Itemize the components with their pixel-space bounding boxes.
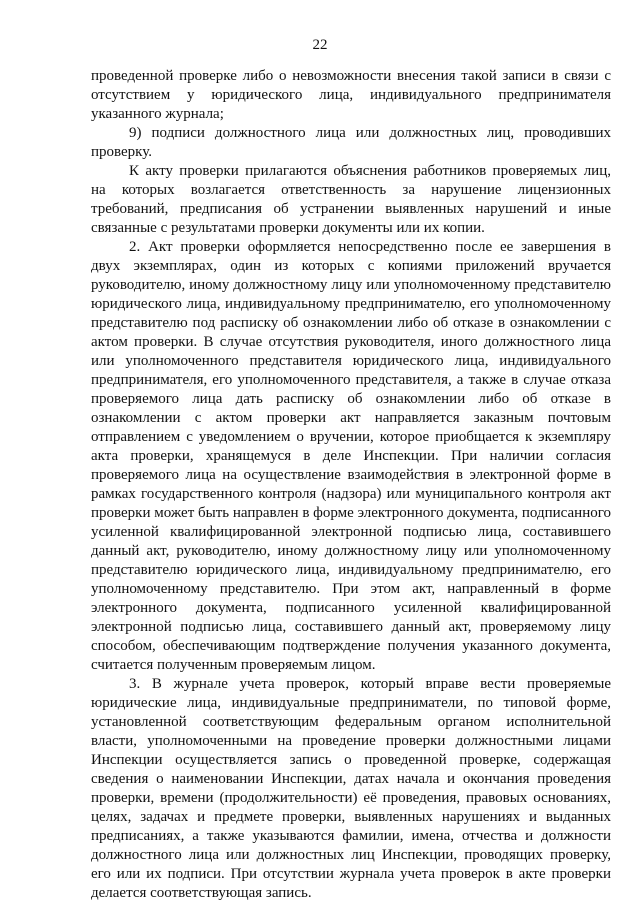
document-body (91, 67, 611, 903)
paragraph-item-2: 2. Акт проверки оформляется непосредственно после ее завершения в двух экземплярах, один из которых с копиями приложений вручается руководителю, иному должностному лицу или уполномоченному представителю юридического лица, индивидуальному предпринимателю, его уполномоченному представителю под расписку об ознакомлении либо об отказе в ознакомлении с актом проверки. В случае отсутствия руководителя, иного должностного лица или уполномоченного представителя юридического лица, индивидуального предпринимателя, его уполномоченного представителя, а также в случае отказа проверяемого лица дать расписку об ознакомлении либо об отказе в ознакомлении с актом проверки акт направляется заказным почтовым отправлением с уведомлением о вручении, которое приобщается к экземпляру акта проверки, хранящемуся в деле Инспекции. При наличии согласия проверяемого лица на осуществление взаимодействия в электронной форме в рамках государственного контроля (надзора) или муниципального контроля акт проверки может быть направлен в форме электронного документа, подписанного усиленной квалифицированной электронной подписью лица, составившего данный акт, руководителю, иному должностному лицу или уполномоченному представителю юридического лица, индивидуальному предпринимателю, его уполномоченному представителю. При этом акт, направленный в форме электронного документа, подписанного усиленной квалифицированной электронной подписью лица, составившего данный акт, проверяемому лицу способом, обеспечивающим подтверждение получения указанного документа, считается полученным проверяемым лицом. (91, 239, 611, 673)
page-number: 22 (312, 37, 328, 53)
paragraph-item-9: 9) подписи должностного лица или должностных лиц, проводивших проверку. (91, 125, 611, 160)
paragraph-attachments: К акту проверки прилагаются объяснения работников проверяемых лиц, на которых возлагается ответственность за нарушение лицензионных требований, предписания об устранении выявленных нарушений и иные связанные с результатами проверки документы или их копии. (91, 163, 611, 236)
paragraph-continuation: проведенной проверке либо о невозможности внесения такой записи в связи с отсутствием у юридического лица, индивидуального предпринимателя указанного журнала; (91, 68, 611, 122)
paragraph-item-3: 3. В журнале учета проверок, который вправе вести проверяемые юридические лица, индивидуальные предприниматели, по типовой форме, установленной соответствующим федеральным органом исполнительной власти, уполномоченными на проведение проверки должностными лицами Инспекции осуществляется запись о проведенной проверке, содержащая сведения о наименовании Инспекции, датах начала и окончания проведения проверки, времени (продолжительности) её проведения, правовых основаниях, целях, задачах и предмете проверки, выявленных нарушениях и выданных предписаниях, а также указываются фамилии, имена, отчества и должности должностного лица или должностных лиц Инспекции, проводящих проверку, его или их подписи. При отсутствии журнала учета проверок в акте проверки делается соответствующая запись. (91, 676, 611, 901)
